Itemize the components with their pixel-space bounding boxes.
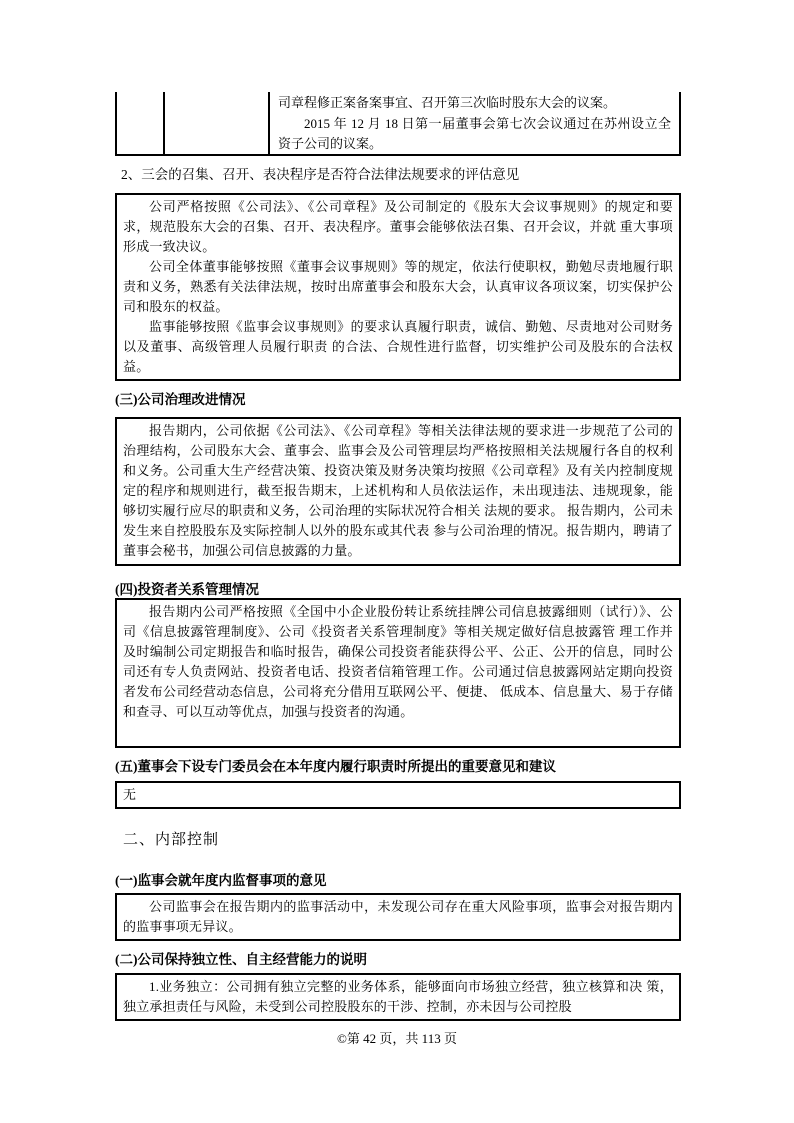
box-supervisory-board-opinion <box>115 893 681 941</box>
box-committee-opinions <box>115 781 681 809</box>
heading-supervisory-board-opinion: (一)监事会就年度内监督事项的意见 <box>115 873 327 888</box>
table-text-line: 司章程修正案备案事宜、召开第三次临时股东大会的议案。 <box>278 95 617 110</box>
table-cell-empty-2 <box>165 92 270 154</box>
box-three-meetings-evaluation <box>115 193 681 381</box>
paragraph: 公司严格按照《公司法》、《公司章程》及公司制定的《股东大会议事规则》的规定和要求，规范股东大会的召集、召开、表决程序。董事会能够依法召集、召开会议，并就 重大事项形成一致决议。 <box>123 199 673 254</box>
paragraph: 公司全体董事能够按照《董事会议事规则》等的规定，依法行使职权，勤勉尽责地履行职责和义务，熟悉有关法律法规，按时出席董事会和股东大会，认真审议各项议案，切实保护公司和股东的权益。 <box>123 259 673 314</box>
paragraph: 报告期内公司严格按照《全国中小企业股份转让系统挂牌公司信息披露细则（试行）》、公司《信息披露管理制度》、公司《投资者关系管理制度》等相关规定做好信息披露管 理工作并及时编制公司定期报告和临时报告，确保公司投资者能获得公平、公正、公开的信息，同时公司还有专人负责网站、投资者电话、投资者信箱管理工作。公司通过信息披露网站定期向投资者发布公司经营动态信息，公司将充分借用互联网公平、便捷、 低成本、信息量大、易于存储和查寻、可以互动等优点，加强与投资者的沟通。 <box>123 604 673 719</box>
paragraph: 监事能够按照《监事会议事规则》的要求认真履行职责，诚信、勤勉、尽责地对公司财务以及董事、高级管理人员履行职责 的合法、合规性进行监督，切实维护公司及股东的合法权益。 <box>123 319 673 374</box>
page-number-footer: ©第 42 页，共 113 页 <box>337 1031 457 1046</box>
paragraph: 无 <box>123 787 137 802</box>
box-independence-statement <box>115 973 681 1021</box>
heading-investor-relations: (四)投资者关系管理情况 <box>115 582 259 597</box>
table-cell-resolution-text <box>270 92 679 154</box>
box-investor-relations <box>115 598 681 748</box>
heading-internal-control: 二、内部控制 <box>123 832 220 848</box>
heading-independence-statement: (二)公司保持独立性、自主经营能力的说明 <box>115 952 367 967</box>
paragraph: 报告期内，公司依据《公司法》、《公司章程》等相关法律法规的要求进一步规范了公司的治理结构，公司股东大会、董事会、监事会及公司管理层均严格按照相关法规履行各自的权利和义务。公司重大生产经营决策、投资决策及财务决策均按照《公司章程》及有关内控制度规定的程序和规则进行，截至报告期末，上述机构和人员依法运作，未出现违法、违规现象，能够切实履行应尽的职责和义务，公司治理的实际状况符合相关 法规的要求。 报告期内，公司未发生来自控股股东及实际控制人以外的股东或其代表 参与公司治理的情况。报告期内，聘请了董事会秘书，加强公司信息披露的力量。 <box>123 423 673 558</box>
paragraph: 1.业务独立：公司拥有独立完整的业务体系，能够面向市场独立经营，独立核算和决 策，独立承担责任与风险，未受到公司控股股东的干涉、控制，亦未因与公司控股 <box>123 979 673 1014</box>
table-cell-empty-1 <box>117 92 165 154</box>
paragraph: 公司监事会在报告期内的监事活动中，未发现公司存在重大风险事项，监事会对报告期内的监事事项无异议。 <box>123 899 673 934</box>
box-governance-improvement <box>115 417 681 566</box>
table-text-line: 2015 年 12 月 18 日第一届董事会第七次会议通过在苏州设立全资子公司的议案。 <box>278 115 671 151</box>
heading-governance-improvement: (三)公司治理改进情况 <box>115 392 246 407</box>
resolutions-table <box>115 92 681 156</box>
heading-evaluation-opinion: 2、三会的召集、召开、表决程序是否符合法律法规要求的评估意见 <box>121 167 520 182</box>
heading-committee-opinions: (五)董事会下设专门委员会在本年度内履行职责时所提出的重要意见和建议 <box>115 759 556 774</box>
